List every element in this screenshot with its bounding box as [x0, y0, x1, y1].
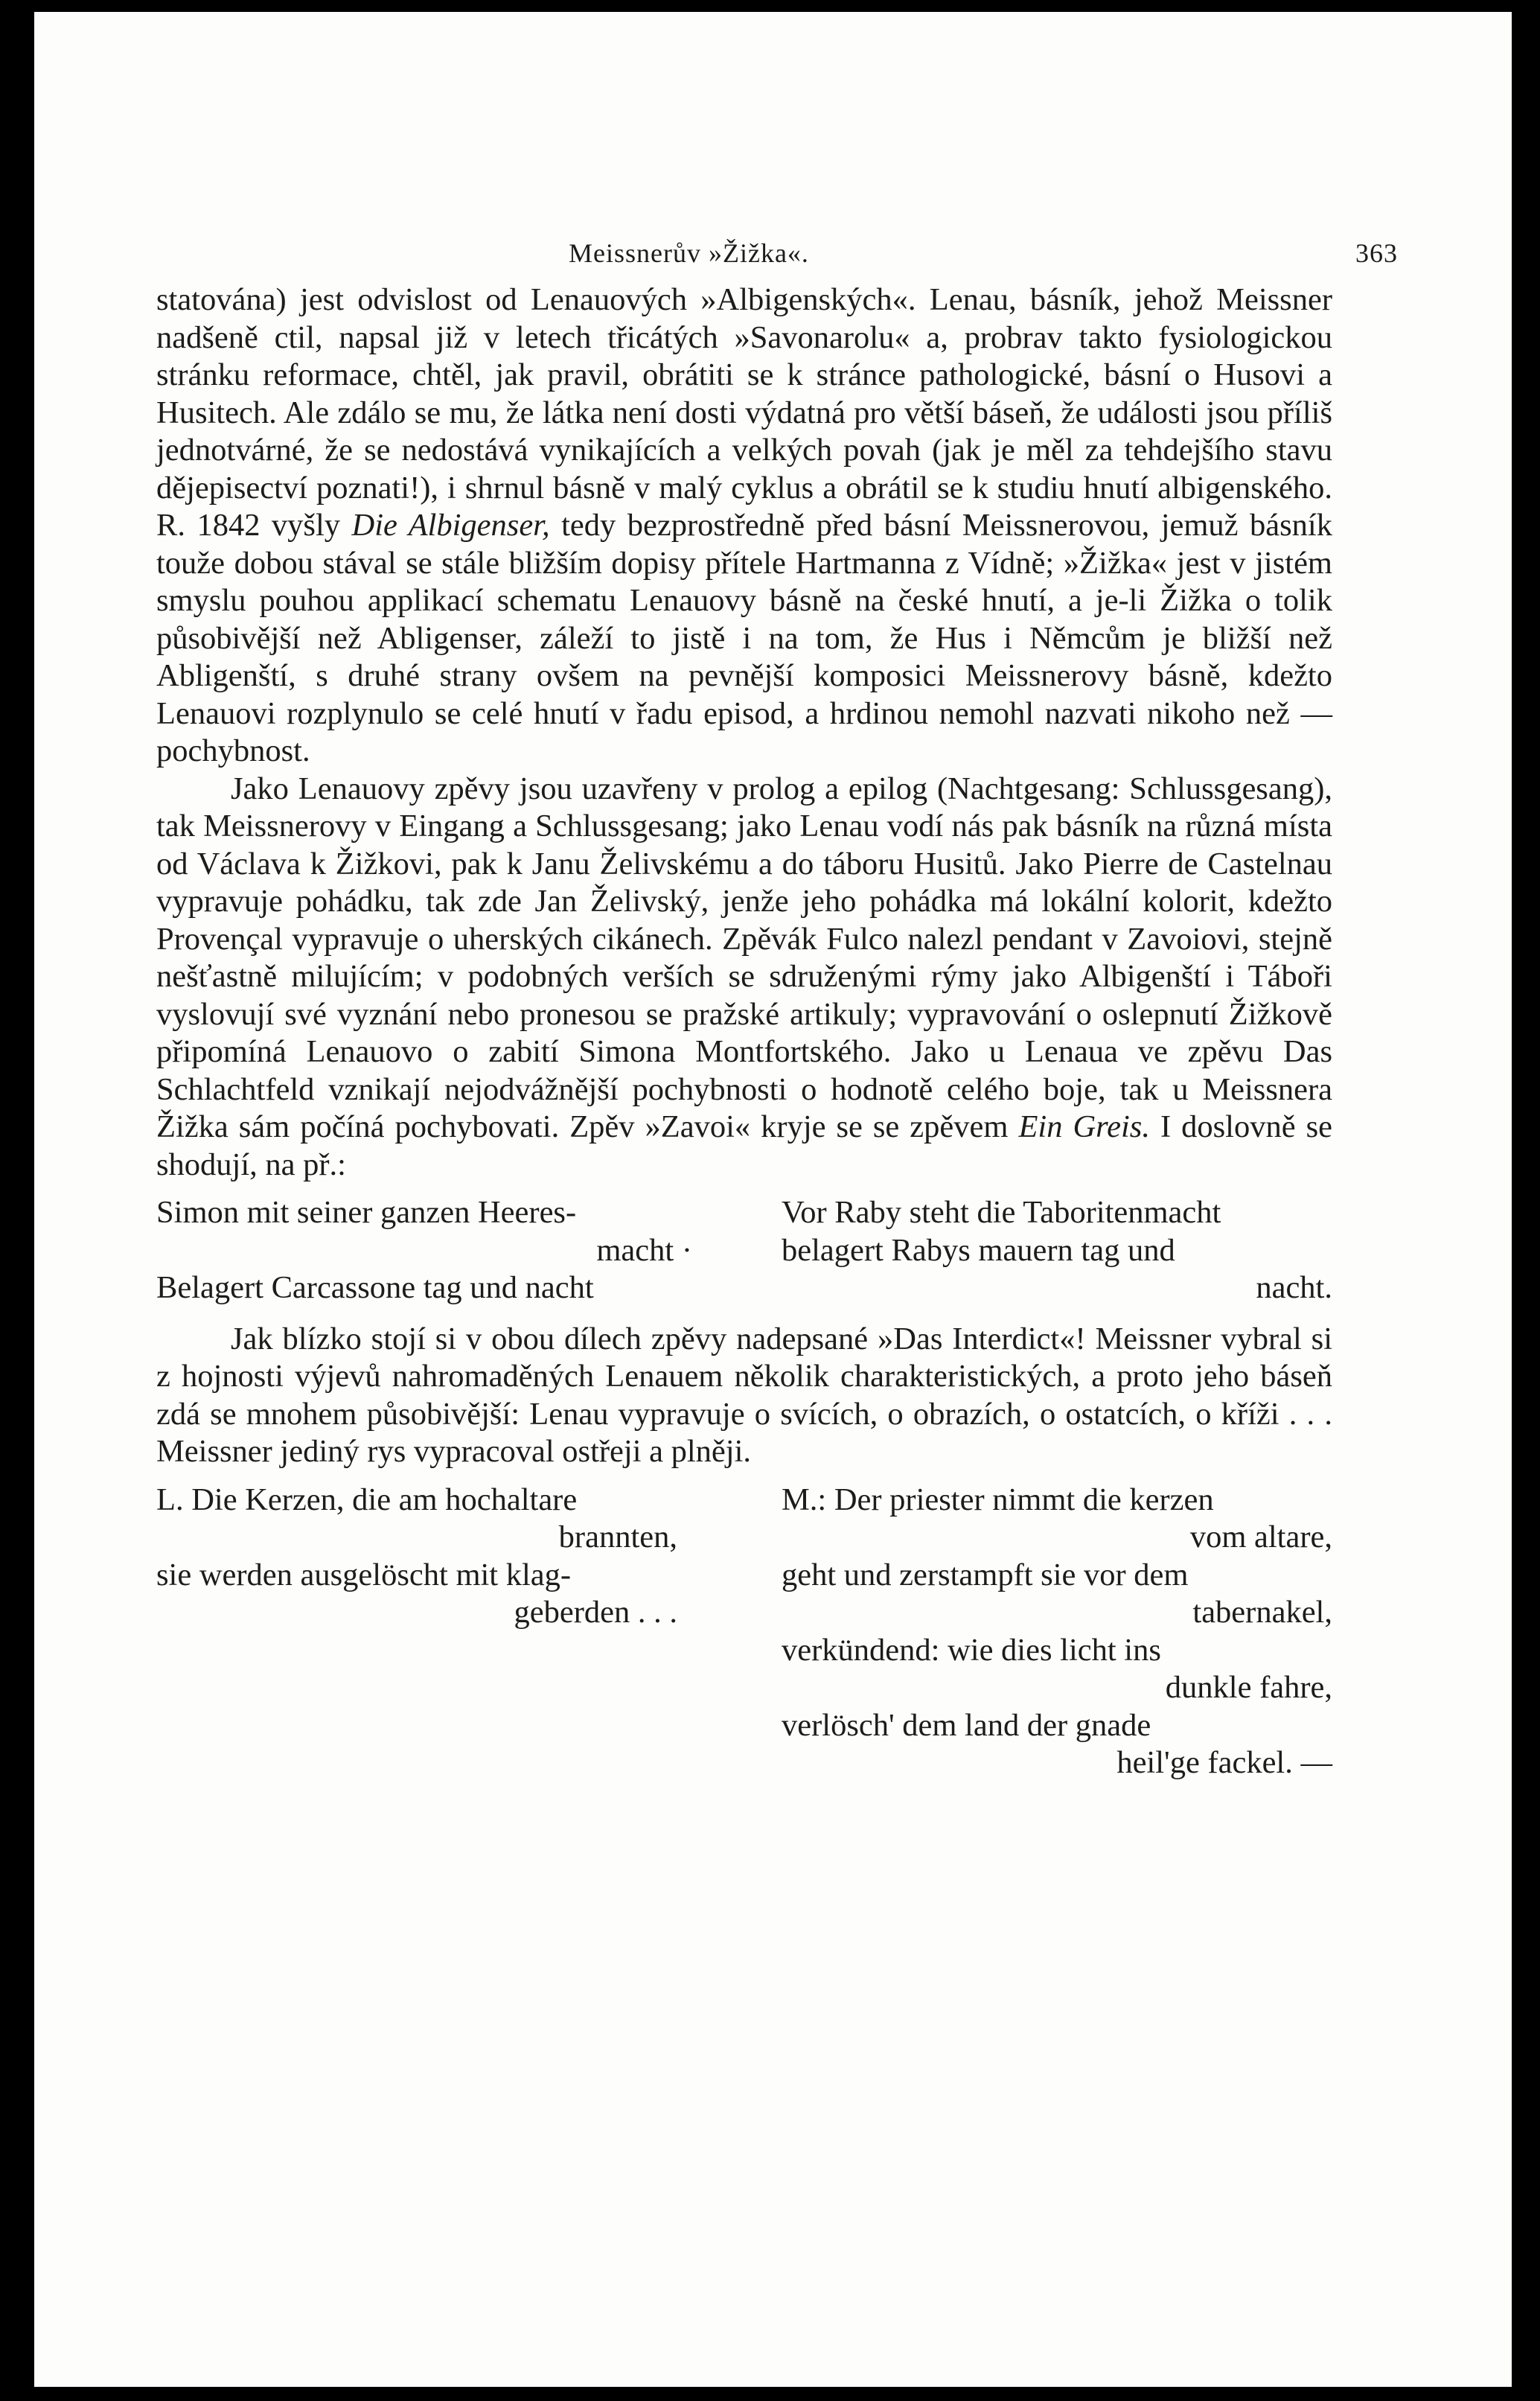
paragraph-1-italic-title: Die Albigenser, — [351, 508, 550, 543]
verse-line: nacht. — [1256, 1270, 1332, 1305]
verse-line: Belagert Carcassone tag und nacht — [156, 1270, 594, 1305]
verse-line: heil'ge fackel. — — [1116, 1745, 1332, 1780]
verse-line: vom altare, — [1189, 1520, 1332, 1555]
verse-line: macht · — [596, 1232, 692, 1268]
paragraph-1-text-a: statována) jest odvislost od Lenauových »Albigenských«. Lenau, básník, jehož Meissner nadšeně ctil, napsal již v letech třicátých »Savonarolu« a, probrav takto fysiologickou stránku reformace, chtěl, jak pravil, obrátiti se k stránce pathologické, básní o Husovi a Husitech. Ale zdálo se mu, že látka není dosti výdatná pro větší báseň, že události jsou příliš jednotvárné, že se nedostává vynikajících a velkých povah (jak je měl za tehdejšího stavu dějepisectví poznati!), i shrnul básně v malý cyklus a obrátil se k studiu hnutí albigenského. R. 1842 vyšly — [156, 282, 1332, 543]
body-text — [156, 281, 1332, 1796]
paragraph-2 — [156, 771, 1332, 1184]
verse-1-meissner-column — [782, 1194, 1332, 1307]
paragraph-1 — [156, 281, 1332, 771]
verse-comparison-2 — [156, 1482, 1332, 1782]
paragraph-3: Jak blízko stojí si v obou dílech zpěvy nadepsané »Das Interdict«! Meissner vybral si z hojnosti výjevů nahromaděných Lenauem několik charakteristických, a proto jeho báseň zdá se mnohem působivější: Lenau vypravuje o svících, o obrazích, o ostatcích, o kříži . . . Meissner jediný rys vypracoval ostřeji a plněji. — [156, 1321, 1332, 1469]
verse-line: Simon mit seiner ganzen Heeres- — [156, 1195, 577, 1230]
verse-line: Vor Raby steht die Taboritenmacht — [782, 1195, 1221, 1230]
verse-line: verkündend: wie dies licht ins — [782, 1632, 1161, 1668]
header-title: Meissnerův »Žižka«. — [569, 238, 809, 268]
page-number: 363 — [1355, 238, 1398, 268]
running-header — [34, 237, 1512, 279]
verse-1-lenau-column — [156, 1194, 722, 1307]
verse-line: M.: Der priester nimmt die kerzen — [782, 1482, 1214, 1517]
verse-line: L. Die Kerzen, die am hochaltare — [156, 1482, 578, 1517]
verse-line: tabernakel, — [1192, 1595, 1332, 1630]
paragraph-2-text-b: I doslovně se shodují, na př.: — [156, 1109, 1332, 1182]
paragraph-1-text-b: tedy bezprostředně před básní Meissnerovou, jemuž básník touže dobou stával se stále bližším dopisy přítele Hartmanna z Vídně; »Žižka« jest v jistém smyslu pouhou applikací schematu Lenauovy básně na české hnutí, a je-li Žižka o tolik působivější než Abligenser, záleží to jistě i na tom, že Hus i Němcům je bližší než Abligenští, s druhé strany ovšem na pevnější komposici Meissnerovy básně, kdežto Lenauovi rozplynulo se celé hnutí v řadu episod, a hrdinou nemohl nazvati nikoho než — pochybnost. — [156, 508, 1332, 768]
verse-line: geberden . . . — [514, 1595, 677, 1630]
verse-comparison-1 — [156, 1194, 1332, 1307]
verse-2-lenau-column — [156, 1482, 722, 1782]
verse-line: geht und zerstampft sie vor dem — [782, 1557, 1189, 1592]
verse-line: dunkle fahre, — [1165, 1670, 1332, 1705]
verse-line: belagert Rabys mauern tag und — [782, 1232, 1175, 1268]
verse-line: sie werden ausgelöscht mit klag- — [156, 1557, 572, 1592]
paragraph-2-italic-title: Ein Greis. — [1018, 1109, 1150, 1144]
verse-line: brannten, — [558, 1520, 677, 1555]
paragraph-2-text-a: Jako Lenauovy zpěvy jsou uzavřeny v prolog a epilog (Nachtgesang: Schlussgesang), tak Meissnerovy v Eingang a Schlussgesang; jako Lenau vodí nás pak básník na různá místa od Václava k Žižkovi, pak k Janu Želivskému a do táboru Husitů. Jako Pierre de Castelnau vypravuje pohádku, tak zde Jan Želivský, jenže jeho pohádka má lokální kolorit, kdežto Provençal vypravuje o uherských cikánech. Zpěvák Fulco nalezl pendant v Zavoiovi, stejně nešťastně milujícím; v podobných verších se sdruženými rýmy jako Albigenští i Táboři vyslovují své vyznání nebo pronesou se pražské artikuly; vypravování o oslepnutí Žižkově připomíná Lenauovo o zabití Simona Montfortského. Jako u Lenaua ve zpěvu Das Schlachtfeld vznikají nejodvážnější pochybnosti o hodnotě celého boje, tak u Meissnera Žižka sám počíná pochybovati. Zpěv »Zavoi« kryje se se zpěvem — [156, 771, 1332, 1144]
verse-2-meissner-column — [782, 1482, 1332, 1782]
book-page — [34, 12, 1512, 2387]
verse-line: verlösch' dem land der gnade — [782, 1707, 1151, 1743]
